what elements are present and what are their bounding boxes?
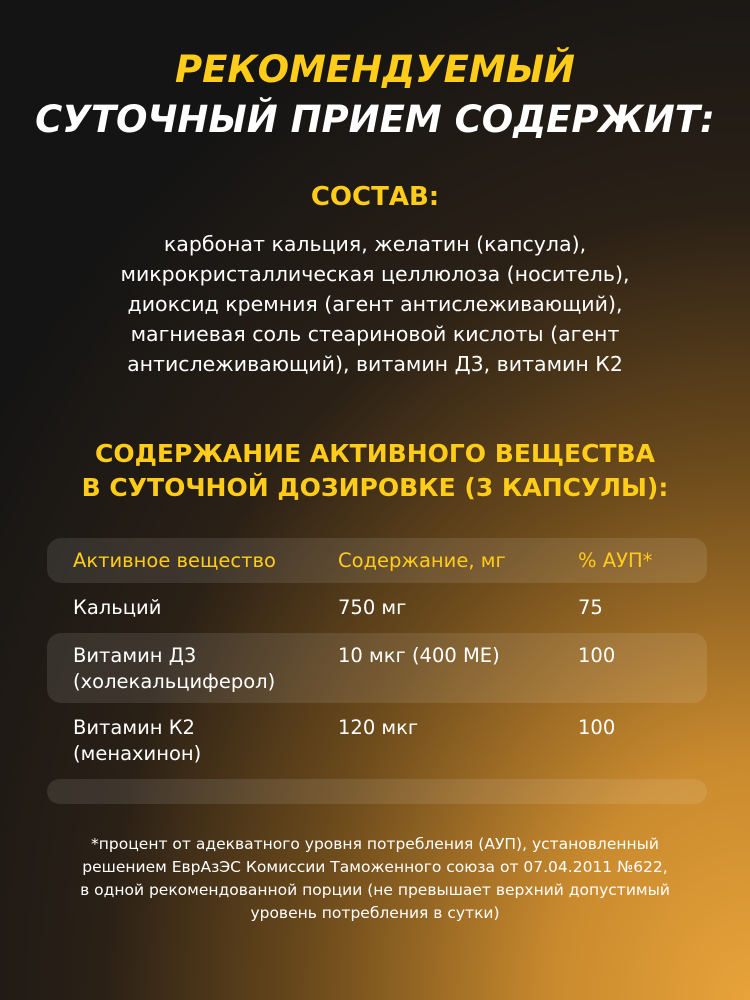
footnote xyxy=(0,833,750,925)
footnote-line: в одной рекомендованной порции (не превышает верхний допустимый xyxy=(80,881,670,899)
header-percent: % АУП* xyxy=(578,549,653,572)
composition-text xyxy=(0,229,750,379)
row-substance: Кальций xyxy=(73,596,162,619)
composition-line: диоксид кремния (агент антислеживающий), xyxy=(127,292,623,316)
composition-line: антислеживающий), витамин Д3, витамин К2 xyxy=(127,352,623,376)
composition-title: СОСТАВ: xyxy=(310,182,440,212)
composition-line: микрокристаллическая целлюлоза (носитель), xyxy=(120,262,630,286)
footnote-line: уровень потребления в сутки) xyxy=(250,904,500,922)
table-row xyxy=(47,583,707,633)
row-percent: 75 xyxy=(578,596,603,619)
footnote-line: *процент от адекватного уровня потребления (АУП), установленный xyxy=(91,835,659,853)
row-substance-detail: (менахинон) xyxy=(73,742,202,765)
row-amount: 750 мг xyxy=(338,596,407,619)
nutrient-table xyxy=(47,538,707,804)
composition-line: карбонат кальция, желатин (капсула), xyxy=(163,232,587,256)
row-substance-detail: (холекальциферол) xyxy=(73,670,276,693)
active-title-line-1: СОДЕРЖАНИЕ АКТИВНОГО ВЕЩЕСТВА xyxy=(95,439,655,468)
header-substance: Активное вещество xyxy=(73,549,276,572)
composition-line: магниевая соль стеариновой кислоты (агент xyxy=(130,322,620,346)
table-footer-row xyxy=(47,779,707,804)
heading-line-2: СУТОЧНЫЙ ПРИЕМ СОДЕРЖИТ: xyxy=(35,98,715,141)
active-title-line-2: В СУТОЧНОЙ ДОЗИРОВКЕ (3 КАПСУЛЫ): xyxy=(81,473,669,502)
row-amount: 10 мкг (400 МЕ) xyxy=(338,644,500,667)
row-substance: Витамин Д3 xyxy=(73,644,197,667)
row-substance: Витамин К2 xyxy=(73,716,195,739)
table-header-row xyxy=(47,538,707,583)
table-row xyxy=(47,633,707,703)
active-substance-title xyxy=(0,437,750,505)
row-amount: 120 мкг xyxy=(338,716,419,739)
header-amount: Содержание, мг xyxy=(338,549,506,572)
table-row xyxy=(47,703,707,779)
footnote-line: решением ЕврАзЭС Комиссии Таможенного союза от 07.04.2011 №622, xyxy=(82,858,668,876)
heading-line-1: РЕКОМЕНДУЕМЫЙ xyxy=(174,48,576,91)
row-percent: 100 xyxy=(578,644,616,667)
row-percent: 100 xyxy=(578,716,616,739)
